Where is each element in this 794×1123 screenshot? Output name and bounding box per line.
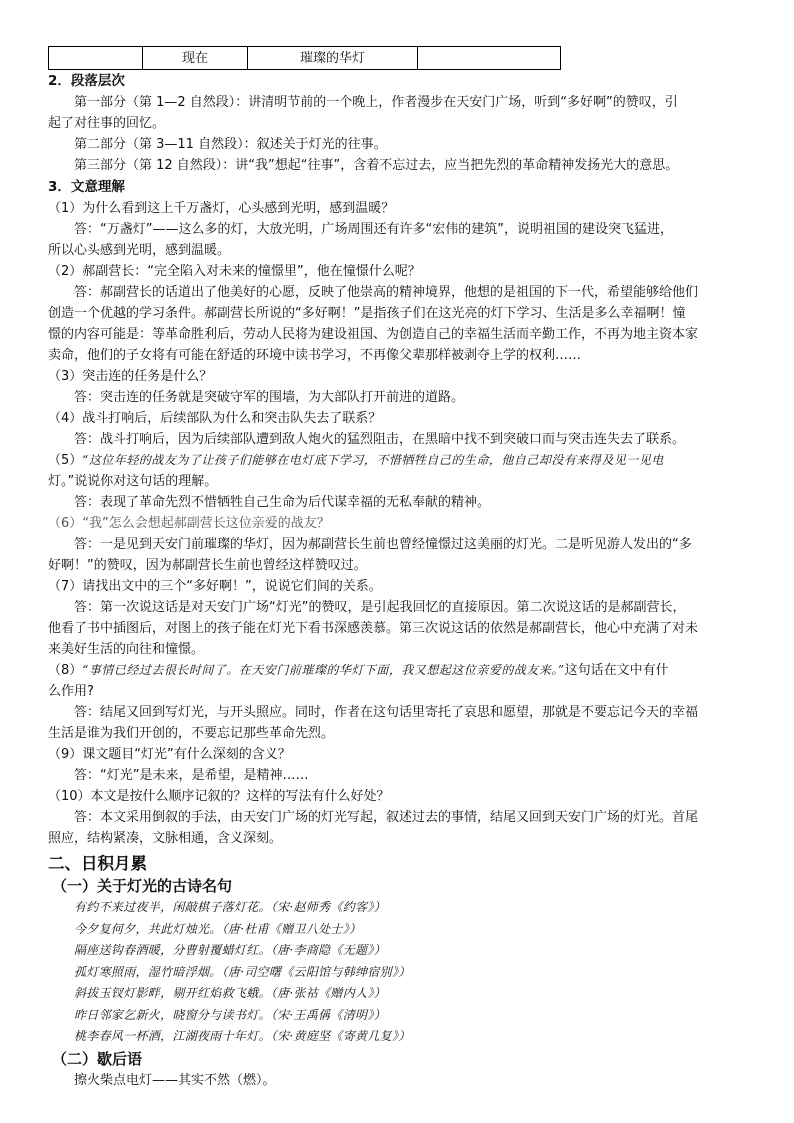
poem-line: 孤灯寒照雨，湿竹暗浮烟。（唐·司空曙《云阳馆与韩绅宿别》） xyxy=(74,964,411,979)
question: （2）郝副营长：“完全陷入对未来的憧憬里”，他在憧憬什么呢？ xyxy=(48,264,421,279)
document-page xyxy=(48,46,748,1091)
question: 么作用? xyxy=(48,684,94,699)
answer: 答：突击连的任务就是突破守军的围墙，为大部队打开前进的道路。 xyxy=(74,390,465,405)
quote-text: “事情已经过去很长时间了。在天安门前璀璨的华灯下面，我又想起这位亲爱的战友来。” xyxy=(82,663,565,677)
paragraph: 第三部分（第 12 自然段）：讲“我”想起“往事”，含着不忘过去，应当把先烈的革命精神发扬光大的意思。 xyxy=(74,158,679,173)
question: （10）本文是按什么顺序记叙的？这样的写法有什么好处？ xyxy=(48,789,390,804)
question: （9）课文题目“灯光”有什么深刻的含义？ xyxy=(48,747,291,762)
answer: 来美好生活的向往和憧憬。 xyxy=(48,642,205,657)
question: （3）突击连的任务是什么？ xyxy=(48,369,213,384)
answer: 憬的内容可能是：等革命胜利后，劳动人民将为建设祖国、为创造自己的幸福生活而辛勤工作，不再为地主资本家 xyxy=(48,327,699,342)
question xyxy=(48,450,748,471)
answer: 生活是谁为我们开创的，不要忘记那些革命先烈。 xyxy=(48,726,335,741)
question: （4）战斗打响后，后续部队为什么和突击队失去了联系？ xyxy=(48,411,382,426)
answer: 答：表现了革命先烈不惜牺牲自己生命为后代谋幸福的无私奉献的精神。 xyxy=(74,495,491,510)
answer: 答：结尾又回到写灯光，与开头照应。同时，作者在这句话里寄托了哀思和愿望，那就是不要忘记今天的幸福 xyxy=(74,705,699,720)
question: （1）为什么看到这上千万盏灯，心头感到光明，感到温暖？ xyxy=(48,201,395,216)
answer: 答：“灯光”是未来，是希望，是精神…… xyxy=(74,768,309,783)
section-title-understanding: 3．文意理解 xyxy=(48,179,125,195)
table-cell: 现在 xyxy=(143,47,248,70)
poem-line: 桃李春风一杯酒，江湖夜雨十年灯。（宋·黄庭坚《寄黄几复》） xyxy=(74,1029,411,1043)
question-number: （5） xyxy=(48,453,83,468)
answer: 答：战斗打响后，因为后续部队遭到敌人炮火的猛烈阻击，在黑暗中找不到突破口而与突击连失去了联系。 xyxy=(74,432,686,447)
question xyxy=(48,660,748,681)
answer: 答：“万盏灯”——这么多的灯，大放光明，广场周围还有许多“宏伟的建筑”，说明祖国的建设突飞猛进， xyxy=(74,222,673,237)
poem-line: 隔座送钩春酒暖，分曹射覆蜡灯红。（唐·李商隐《无题》） xyxy=(74,943,386,957)
xiehouyu-line: 擦火柴点电灯——其实不然（燃）。 xyxy=(74,1072,276,1088)
answer: 好啊！”的赞叹，因为郝副营长生前也曾经这样赞叹过。 xyxy=(48,558,367,573)
table-cell: 璀璨的华灯 xyxy=(248,47,418,70)
answer: 照应，结构紧凑，文脉相通，含义深刻。 xyxy=(48,831,283,846)
question: 灯。”说说你对这句话的理解。 xyxy=(48,474,218,489)
section-title-paragraphs: 2．段落层次 xyxy=(48,73,125,89)
table-cell xyxy=(49,47,143,70)
summary-table xyxy=(48,46,561,70)
subsection-title-poems: （一）关于灯光的古诗名句 xyxy=(52,877,233,895)
answer: 他看了书中插图后，对图上的孩子能在灯光下看书深感羡慕。第三次说这话的依然是郝副营长，他心中充满了对未 xyxy=(48,621,699,636)
quote-text: “这位年轻的战友为了让孩子们能够在电灯底下学习，不惜牺牲自己的生命，他自己却没有来得及见一见电 xyxy=(82,453,664,467)
table-cell xyxy=(418,47,561,70)
subsection-title-xiehouyu: （二）歇后语 xyxy=(52,1049,143,1068)
answer: 答：本文采用倒叙的手法，由天安门广场的灯光写起，叙述过去的事情，结尾又回到天安门广场的灯光。首尾 xyxy=(74,810,699,825)
table-row xyxy=(49,47,561,70)
poem-line: 有约不来过夜半，闲敲棋子落灯花。（宋·赵师秀《约客》） xyxy=(74,900,386,914)
answer: 创造一个优越的学习条件。郝副营长所说的“多好啊！”是指孩子们在这光亮的灯下学习、生活是多么幸福啊！憧 xyxy=(48,306,686,321)
answer: 所以心头感到光明，感到温暖。 xyxy=(48,243,231,258)
answer: 答：郝副营长的话道出了他美好的心愿，反映了他崇高的精神境界，他想的是祖国的下一代，希望能够给他们 xyxy=(74,285,699,300)
answer: 答：第一次说这话是对天安门广场“灯光”的赞叹，是引起我回忆的直接原因。第二次说这话的是郝副营长， xyxy=(74,600,686,615)
question: （6）“我”怎么会想起郝副营长这位亲爱的战友？ xyxy=(48,516,330,531)
answer: 答：一是见到天安门前璀璨的华灯，因为郝副营长生前也曾经憧憬过这美丽的灯光。二是听见游人发出的“多 xyxy=(74,537,692,552)
answer: 卖命，他们的子女将有可能在舒适的环境中读书学习，不再像父辈那样被剥夺上学的权利…… xyxy=(48,348,582,363)
question: （7）请找出文中的三个“多好啊！”，说说它们间的关系。 xyxy=(48,579,382,594)
question-text: 这句话在文中有什 xyxy=(564,663,669,678)
poem-line: 今夕复何夕，共此灯烛光。（唐·杜甫《赠卫八处士》） xyxy=(74,921,362,936)
paragraph: 第二部分（第 3—11 自然段）：叙述关于灯光的往事。 xyxy=(74,137,387,152)
part-title-accumulation: 二、日积月累 xyxy=(48,854,147,873)
poem-line: 昨日邻家乞新火，晓窗分与读书灯。（宋·王禹偁《清明》） xyxy=(74,1007,386,1022)
paragraph: 第一部分（第 1—2 自然段）：讲清明节前的一个晚上，作者漫步在天安门广场，听到“多好啊”的赞叹，引 xyxy=(74,95,678,110)
poem-line: 斜拔玉钗灯影畔，剔开红焰救飞蛾。（唐·张祜《赠内人》） xyxy=(74,986,386,1000)
paragraph: 起了对往事的回忆。 xyxy=(48,116,166,131)
question-number: （8） xyxy=(48,663,83,678)
